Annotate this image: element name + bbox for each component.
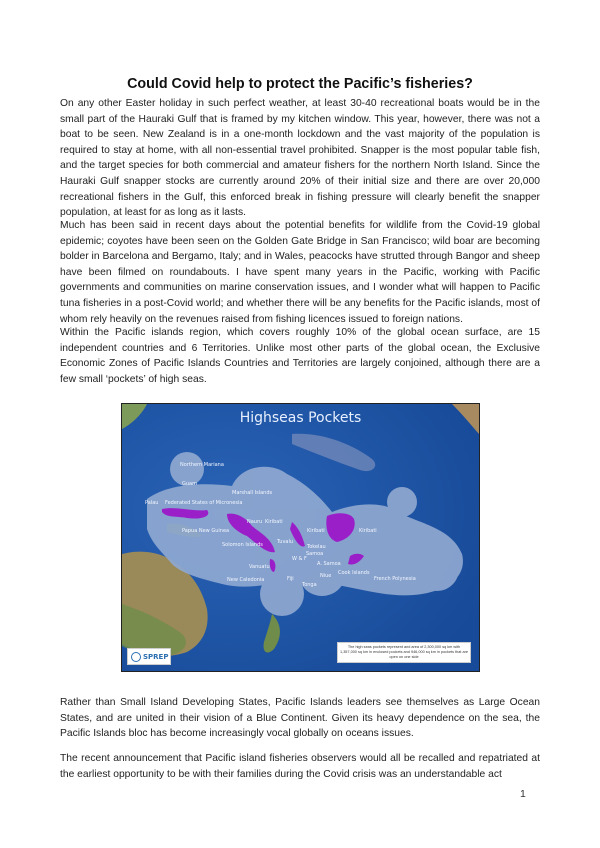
map-label: Palau (145, 500, 159, 506)
map-label: Samoa (306, 551, 324, 557)
paragraph: Rather than Small Island Developing States, Pacific Islands leaders see themselves as Large Ocean States, and are united in their vision of a Blue Continent. Given its heavy dependence on the sea, the Pacific Islands bloc has become increasingly vocal globally on oceans issues. (60, 697, 540, 740)
map-label: Northern Mariana (180, 462, 224, 468)
map-label: Cook Islands (338, 570, 370, 576)
sprep-logo-text: SPREP (143, 652, 169, 661)
map-label: Tokelau (307, 544, 326, 550)
map-label: Federated States of Micronesia (165, 500, 243, 506)
map-label: Solomon Islands (222, 542, 263, 548)
map-label: Fiji (287, 576, 294, 582)
map-label: Papua New Guinea (182, 528, 230, 534)
map-label: W & F (292, 556, 307, 562)
map-label: Kiribati (265, 519, 283, 525)
map-label: Marshall Islands (232, 490, 273, 496)
map-label: Nauru (247, 519, 263, 525)
map-graphic (122, 404, 479, 671)
map-label: Vanuatu (249, 564, 270, 570)
map-label: A. Samoa (317, 561, 341, 567)
highseas-pockets-map (121, 403, 480, 672)
map-label: Niue (320, 573, 332, 579)
page-number: 1 (520, 788, 526, 800)
map-label: New Caledonia (227, 577, 265, 583)
map-caption: The high seas pockets represent and area of 2,300,000 sq km with 1,357,000 sq km in enclosed pockets and 946,000 sq km in pockets that are open on one side (337, 642, 471, 663)
sprep-logo (127, 648, 171, 665)
paragraph: On any other Easter holiday in such perfect weather, at least 30-40 recreational boats would be in the small part of the Hauraki Gulf that is framed by my kitchen window. This year, however, there was not a boat to be seen. New Zealand is in a one-month lockdown and the vast majority of the population is required to stay at home, with all non-essential travel prohibited. Snapper is the most popular table fish, and the target species for both commercial and amateur fishers for the northern North Island. Since the Hauraki Gulf snapper stocks are currently around 20% of their initial size and there are over 20,000 recreational fishers in the Gulf, this enforced break in fishing pressure will clearly benefit the snapper population, at least for as long as it lasts. (60, 98, 540, 219)
map-label: Tonga (302, 582, 317, 588)
map-label: French Polynesia (374, 576, 416, 582)
article-title: Could Covid help to protect the Pacific’s fisheries? (127, 76, 473, 92)
map-label: Guam (182, 481, 197, 487)
map-label: Tuvalu (277, 539, 294, 545)
paragraph: The recent announcement that Pacific island fisheries observers would all be recalled and repatriated at the earliest opportunity to be with their families during the Covid crisis was an understandable act (60, 753, 540, 780)
sprep-emblem-icon (131, 652, 141, 662)
map-label: Kiribati (359, 528, 377, 534)
paragraph: Within the Pacific islands region, which covers roughly 10% of the global ocean surface, are 15 independent countries and 6 Territories. Unlike most other parts of the global ocean, the Exclusive Economic Zones of Pacific Islands Countries and Territories are largely conjoined, although there are a few small ‘pockets’ of high seas. (60, 327, 540, 385)
map-label: Kiribati (307, 528, 325, 534)
paragraph: Much has been said in recent days about the potential benefits for wildlife from the Covid-19 global epidemic; coyotes have been seen on the Golden Gate Bridge in San Francisco; wild boar are becoming bolder in Barcelona and Bergamo, Italy; and in Wales, peacocks have strutted through Bangor and sheep have been filmed on roundabouts. I have spent many years in the Pacific, working with Pacific governments and communities on marine conservation issues, and I wonder what will happen to Pacific tuna fisheries in a post-Covid world; and whether there will be any benefits for the Pacific islands, most of whom rely heavily on the revenues raised from fishing licences issued to foreign nations. (60, 220, 540, 325)
map-title: Highseas Pockets (239, 410, 362, 426)
